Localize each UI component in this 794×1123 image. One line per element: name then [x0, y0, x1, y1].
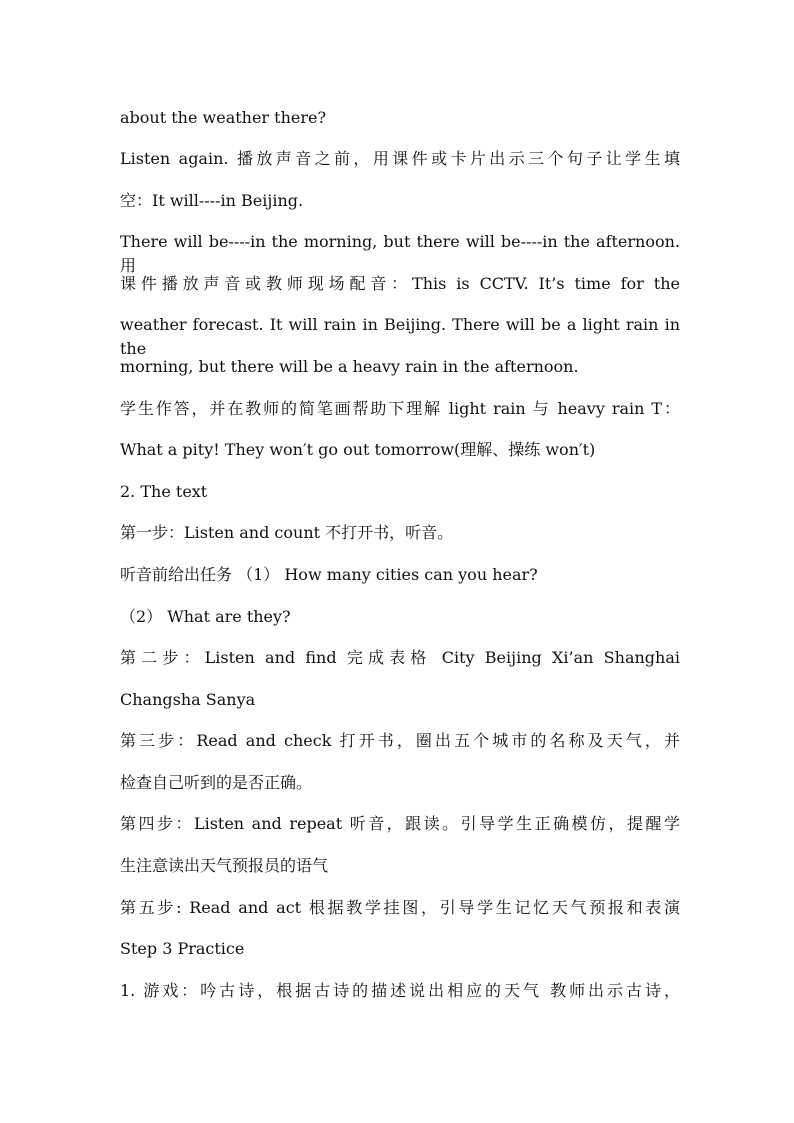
- text-line-13: （2） What are they?: [120, 607, 291, 626]
- text-line-8: 学生作答，并在教师的简笔画帮助下理解 light rain 与 heavy rain T：: [120, 399, 680, 418]
- text-line-19: 生注意读出天气预报员的语气: [120, 856, 329, 875]
- text-line-14: 第二步：Listen and find 完成表格 City Beijing Xi’an Shanghai: [120, 648, 680, 667]
- text-line-1: about the weather there?: [120, 108, 327, 127]
- text-line-3: 空：It will----in Beijing.: [120, 191, 304, 210]
- text-line-9: What a pity! They won′t go out tomorrow(理解、操练 won′t): [120, 440, 596, 459]
- text-line-2: Listen again. 播放声音之前，用课件或卡片出示三个句子让学生填: [120, 149, 680, 168]
- text-line-16: 第三步：Read and check 打开书，圈出五个城市的名称及天气，并: [120, 731, 680, 750]
- text-line-11: 第一步：Listen and count 不打开书，听音。: [120, 523, 454, 542]
- text-line-6: weather forecast. It will rain in Beijing. There will be a light rain in the: [120, 315, 680, 358]
- text-line-15: Changsha Sanya: [120, 690, 256, 709]
- text-line-7: morning, but there will be a heavy rain in the afternoon.: [120, 357, 579, 376]
- text-line-12: 听音前给出任务 （1） How many cities can you hear?: [120, 565, 538, 584]
- text-line-20: 第五步: Read and act 根据教学挂图，引导学生记忆天气预报和表演: [120, 898, 680, 917]
- text-line-5: 课件播放声音或教师现场配音：This is CCTV. It’s time for the: [120, 274, 680, 293]
- text-line-17: 检查自己听到的是否正确。: [120, 773, 313, 792]
- text-line-22: 1. 游戏：吟古诗，根据古诗的描述说出相应的天气 教师出示古诗，: [120, 981, 680, 1000]
- section-heading-text: 2. The text: [120, 482, 208, 501]
- text-line-4: There will be----in the morning, but there will be----in the afternoon. 用: [120, 232, 680, 275]
- text-line-18: 第四步：Listen and repeat 听音，跟读。引导学生正确模仿，提醒学: [120, 814, 680, 833]
- step-heading-text: Step 3 Practice: [120, 939, 245, 958]
